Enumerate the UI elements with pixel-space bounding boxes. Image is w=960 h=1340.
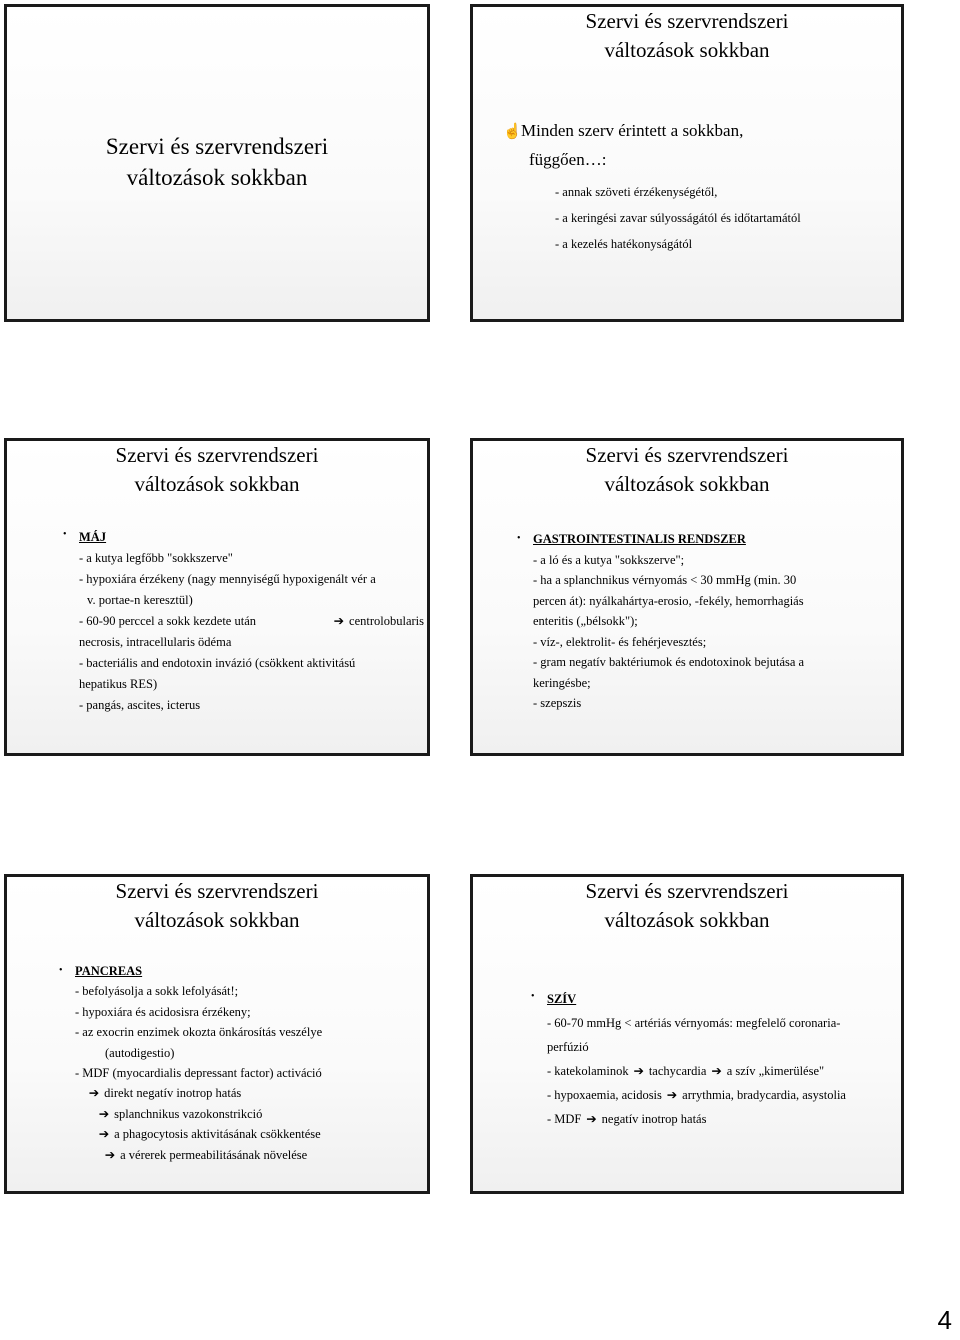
title-line-2: változások sokkban — [604, 472, 770, 496]
slide-body — [75, 961, 425, 1165]
body-line-part: tachycardia — [648, 1064, 707, 1078]
body-line-part: splanchnikus vazokonstrikció — [114, 1106, 263, 1121]
list-item: - a keringési zavar súlyosságától és időtartamától — [555, 211, 801, 225]
body-line — [547, 1107, 897, 1131]
title-line-1: Szervi és szervrendszeri — [585, 879, 789, 903]
body-line-part: direkt negatív inotrop hatás — [104, 1086, 242, 1101]
body-line: enteritis („bélsokk"); — [533, 614, 638, 628]
body-line: - a ló és a kutya "sokkszerve"; — [533, 552, 685, 567]
body-line — [75, 1083, 425, 1103]
body-line-part: a szív „kimerülése" — [726, 1064, 825, 1078]
list-item: - a kezelés hatékonyságától — [555, 237, 693, 251]
body-line: - befolyásolja a sokk lefolyását!; — [75, 984, 239, 999]
slide-title — [7, 877, 427, 935]
body-line: - a kutya legfőbb "sokkszerve" — [79, 551, 233, 565]
body-line: v. portae-n keresztül) — [87, 593, 193, 607]
body-line — [547, 1059, 897, 1083]
arrow-right-icon: ➔ — [98, 1127, 110, 1142]
title-line-2: változások sokkban — [134, 908, 300, 932]
body-line — [79, 611, 424, 632]
pointing-hand-icon: ☝ — [503, 124, 522, 140]
title-line-2: változások sokkban — [604, 38, 770, 62]
arrow-right-icon: ➔ — [88, 1086, 100, 1101]
bullet-icon: • — [63, 529, 67, 540]
title-line-1: Szervi és szervrendszeri — [105, 134, 329, 159]
title-line-1: Szervi és szervrendszeri — [115, 443, 319, 467]
item-list — [555, 179, 801, 257]
section-heading: MÁJ — [79, 530, 107, 544]
intro-block — [503, 117, 899, 173]
page-number: 4 — [937, 1305, 952, 1335]
body-line-part: negatív inotrop hatás — [601, 1112, 707, 1126]
body-line-part: - hypoxaemia, acidosis — [547, 1088, 662, 1102]
body-line: (autodigestio) — [105, 1045, 175, 1060]
body-line: - hypoxiára és acidosisra érzékeny; — [75, 1004, 251, 1019]
slide-title — [473, 441, 901, 499]
body-line-part: - 60-90 perccel a sokk kezdete után — [79, 614, 257, 628]
bullet-icon: • — [517, 533, 521, 544]
body-line-part — [332, 611, 424, 632]
body-line-part: centrolobularis — [349, 614, 424, 628]
arrow-right-icon: ➔ — [633, 1064, 644, 1078]
body-line: - víz-, elektrolit- és fehérjevesztés; — [533, 634, 707, 649]
list-item: - annak szöveti érzékenységétől, — [555, 185, 718, 199]
slide-3 — [4, 438, 430, 756]
body-line: - pangás, ascites, icterus — [79, 698, 201, 712]
body-line: - 60-70 mmHg < artériás vérnyomás: megfelelő coronaria- — [547, 1016, 841, 1030]
title-line-2: változások sokkban — [604, 908, 770, 932]
section-heading: SZÍV — [547, 992, 577, 1006]
body-line: - ha a splanchnikus vérnyomás < 30 mmHg (min. 30 — [533, 573, 797, 587]
body-line — [75, 1145, 425, 1165]
title-line-2: változások sokkban — [126, 165, 308, 190]
slide-title — [473, 877, 901, 935]
slide-title — [473, 7, 901, 65]
body-line: - bacteriális and endotoxin invázió (csökkent aktivitású — [79, 656, 356, 670]
body-line-part: arrythmia, bradycardia, asystolia — [682, 1088, 846, 1102]
slide-5 — [4, 874, 430, 1194]
body-line-part: - katekolaminok — [547, 1064, 629, 1078]
slide-title — [7, 131, 427, 193]
body-line: - az exocrin enzimek okozta önkárosítás veszélye — [75, 1025, 323, 1040]
body-line: hepatikus RES) — [79, 677, 158, 691]
body-line: - MDF (myocardialis depressant factor) activáció — [75, 1066, 322, 1081]
body-line — [75, 1104, 425, 1124]
body-line-part: a phagocytosis aktivitásának csökkentése — [114, 1127, 321, 1142]
body-line: - hypoxiára érzékeny (nagy mennyiségű hypoxigenált vér a — [79, 572, 376, 586]
body-line — [547, 1083, 897, 1107]
slide-body — [533, 529, 878, 714]
slide-body — [547, 987, 897, 1131]
title-line-1: Szervi és szervrendszeri — [115, 879, 319, 903]
slide-title — [7, 441, 427, 499]
body-line — [75, 1124, 425, 1144]
bullet-icon: • — [59, 965, 63, 976]
arrow-right-icon: ➔ — [586, 1112, 597, 1126]
arrow-right-icon: ➔ — [104, 1147, 116, 1162]
intro-line-2: függően…: — [529, 150, 607, 169]
arrow-right-icon: ➔ — [333, 614, 345, 628]
section-heading: PANCREAS — [75, 964, 143, 978]
slide-body — [79, 527, 424, 716]
body-line: - gram negatív baktériumok és endotoxinok bejutása a — [533, 655, 805, 669]
title-line-2: változások sokkban — [134, 472, 300, 496]
body-line-part: - MDF — [547, 1112, 582, 1126]
slide-6 — [470, 874, 904, 1194]
section-heading: GASTROINTESTINALIS RENDSZER — [533, 532, 746, 546]
title-line-1: Szervi és szervrendszeri — [585, 9, 789, 33]
slide-4 — [470, 438, 904, 756]
arrow-right-icon: ➔ — [98, 1106, 110, 1121]
body-line: necrosis, intracellularis ödéma — [79, 635, 232, 649]
arrow-right-icon: ➔ — [711, 1064, 722, 1078]
slide-1 — [4, 4, 430, 322]
body-line: keringésbe; — [533, 675, 591, 690]
title-line-1: Szervi és szervrendszeri — [585, 443, 789, 467]
arrow-right-icon: ➔ — [666, 1088, 678, 1102]
intro-line-1: Minden szerv érintett a sokkban, — [521, 121, 744, 140]
slide-2 — [470, 4, 904, 322]
body-line: perfúzió — [547, 1040, 589, 1054]
body-line-part: a vérerek permeabilitásának növelése — [120, 1147, 308, 1162]
body-line: percen át): nyálkahártya-erosio, -fekély, hemorrhagiás — [533, 593, 804, 608]
body-line: - szepszis — [533, 696, 582, 710]
bullet-icon: • — [531, 991, 535, 1002]
